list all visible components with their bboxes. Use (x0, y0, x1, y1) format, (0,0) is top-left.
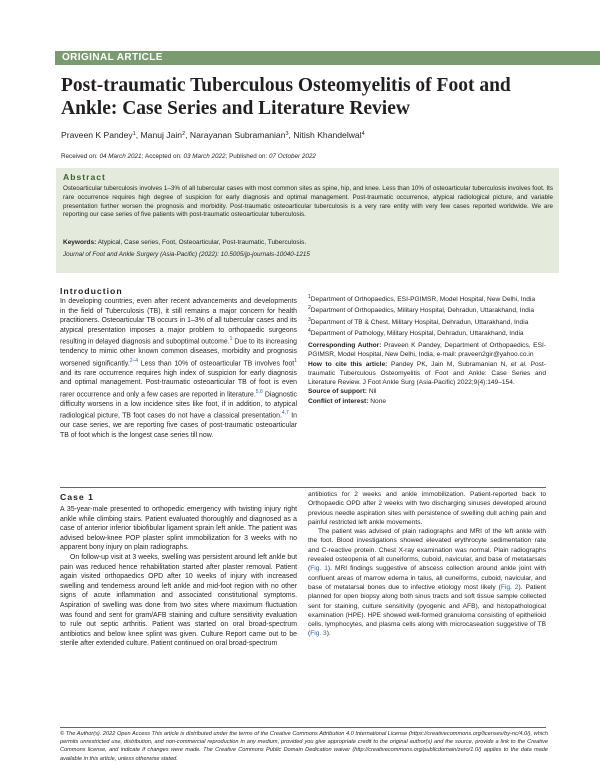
article-type-label: ORIGINAL ARTICLE (62, 52, 163, 63)
keywords-list: Atypical, Case series, Foot, Osteoarticular, Post-traumatic, Tuberculosis. (97, 239, 307, 246)
accepted-label: Accepted on: (145, 153, 182, 160)
received-date: 04 March 2021 (99, 153, 142, 160)
case1-paragraph: antibiotics for 2 weeks and ankle immobilization. Patient-reported back to Orthopaedic OPD after 2 weeks with two discharging sinuses developed around previous needle aspiration sites with persistence of swelling dull aching pain and painful restricted left ankle movements. (308, 491, 546, 526)
article-type-banner (55, 51, 600, 65)
reference-link[interactable]: 2–4 (129, 357, 139, 364)
author-affiliation: 4 (361, 131, 365, 137)
reference-link[interactable]: 4,7 (281, 410, 289, 417)
case1-left-column (60, 505, 297, 649)
author-affiliation: 1 (132, 131, 136, 137)
author-name[interactable]: Narayanan Subramanian (189, 130, 286, 140)
section-divider (60, 487, 546, 488)
reference-link[interactable]: 1 (229, 336, 233, 343)
author-affiliation: 2 (182, 131, 186, 137)
corresponding-author: Corresponding Author: Praveen K Pandey, Department of Orthopaedics, ESI-PGIMSR, Model Hospital, New Delhi, India, e-mail: praveen2gir@yahoo.co.in (308, 341, 546, 359)
abstract-body: Osteoarticular tuberculosis involves 1–3% of all tubercular cases with most common sites as spine, hip, and knee. Less than 10% of osteoarticular tuberculosis involves foot. Its rare occurrence requires high degree of suspicion for early diagnosis and optimal management. Post-traumatic occurrence, atypical radiological picture, and variable presentation further worsen the prognosis and morbidity. Post-traumatic osteoarticular tuberculosis is a very rare entity with very few cases reported worldwide. We are reporting our case series of five patients with post-traumatic osteoarticular tuberculosis. (63, 185, 553, 219)
case1-paragraph: On follow-up visit at 3 weeks, swelling was persistent around left ankle but pain was reduced hence rehabilitation started after plaster removal. Patient again visited orthopaedics OPD after 10 weeks of injury with increased swelling and tenderness around left ankle and mid-foot region with no other signs of acute inflammation and associated constitutional symptoms. Aspiration of swelling was done from two sites where maximum fluctuation was found and sent for gram/AFB staining and culture sensitivity evaluation to rule out septic arthritis. Patient was started on oral broad-spectrum antibiotics and below knee splint was given. Culture Report came out to be sterile after extended culture. Patient continued on oral broad-spectrum (60, 553, 297, 648)
author-affiliation: 3 (285, 131, 289, 137)
accepted-date: 03 March 2022 (183, 153, 226, 160)
author-name[interactable]: Nitish Khandelwal (293, 130, 362, 140)
how-to-cite: How to cite this article: Pandey PK, Jain M, Subramanian N, et al. Post-traumatic Tuberculous Osteomyelitis of Foot and Ankle: Case Series and Literature Review. J Foot Ankle Surg (Asia-Pacific) 2022;9(4):149–154. (308, 360, 546, 387)
author-list: Praveen K Pandey$^1$, Manuj Jain$^2$, Narayanan Subramanian$^3$, Nitish Khandelwal$^4$ (61, 130, 365, 140)
author-name[interactable]: Praveen K Pandey (61, 130, 133, 140)
case1-paragraph: The patient was advised of plain radiographs and MRI of the left ankle with the foot. Blood investigations showed elevated erythrocyte sedimentation rate and C-reactive protein. Chest X-ray examination was normal. Plain radiographs revealed osteopenia of all cuneiforms, cuboid, navicular, and base of metatarsals (Fig. 1). MRI findings suggestive of abscess collection around ankle joint with confluent areas of marrow edema in talus, all cuneiforms, cuboid, navicular, and base of metatarsal bones due to infective etiology most likely (Fig. 2). Patient planned for open biopsy along both sinus tracts and soft tissue sample collected sent for staining, culture sensitivity (pyogenic and AFB), and histopathological examination (HPE). HPE showed well-formed granuloma consisting of epithelioid cells, lymphocytes, and plasma cells along with microcaseation suggestive of TB (Fig. 3). (308, 528, 546, 638)
footer-rule (60, 727, 546, 728)
author-name[interactable]: Manuj Jain (140, 130, 183, 140)
affiliation-item: $^4$Department of Pathology, Military Hospital, Dehradun, Uttarakhand, India (308, 328, 524, 338)
case1-heading: Case 1 (60, 492, 95, 502)
introduction-paragraph: In developing countries, even after recent advancements and developments in the field of Tuberculosis (TB), it still remains a major concern for health practitioners. Osteoarticular TB occurs in 1–3% of all tubercular cases and its atypical presentation imposes a major problem to orthopaedic surgeons resulting in delayed diagnosis and suboptimal outcome.$^1$ Due to its increasing tendency to mimic other known common diseases, morbidity and prognosis worsened significantly.$^{2-4}$ Less than 10% of osteoarticular TB involves foot$^1$ and its rare occurrence requires high index of suspicion for early diagnosis and optimal management. Post-traumatic osteoarticular TB of foot is even rarer occurrence and only a few cases are reported in literature.$^{5,6}$ Diagnostic difficulty worsens in a low incidence sites like foot, if in addition, to atypical radiological picture, TB foot cases do not have a classical presentation.$^{4,7}$ In our case series, we are reporting five cases of post-traumatic osteoarticular TB of foot which is the longest case series till now. (60, 298, 297, 439)
author-info-column (308, 293, 546, 406)
case1-paragraph: A 35-year-male presented to orthopedic emergency with twisting injury right ankle while climbing stairs. Patient evaluated thoroughly and diagnosed as a case of anterior inferior tibiofibular ligament sprain left ankle. The patient was advised below-knee POP plaster splint immobilization for 3 weeks with no apparent bony injury on plain radiographs. (60, 506, 297, 552)
keywords (63, 239, 553, 248)
publication-dates: Received on: 04 March 2021; Accepted on: 03 March 2022; Published on: 07 October 2022 (61, 153, 316, 160)
reference-link[interactable]: 5,6 (255, 388, 263, 395)
published-date: 07 October 2022 (268, 153, 316, 160)
case1-right-column (308, 490, 546, 639)
figure-link[interactable]: Fig. 2 (500, 583, 519, 591)
figure-link[interactable]: Fig. 3 (310, 630, 327, 638)
published-label: Published on: (229, 153, 268, 160)
received-label: Received on: (61, 153, 98, 160)
introduction-heading: Introduction (60, 286, 123, 296)
conflict-of-interest: Conflict of interest: None (308, 397, 387, 405)
reference-link[interactable]: 1 (294, 357, 297, 364)
affiliation-item: $^3$Department of TB & Chest, Military Hospital, Dehradun, Uttarakhand, India (308, 316, 529, 327)
license-footer: © The Author(s). 2022 Open Access This article is distributed under the terms of the Creative Commons Attribution 4.0 International License (https://creativecommons.org/licenses/by-nc/4.0/), which permits unrestricted use, distribution, and non-commercial reproduction in any medium, provided you give appropriate credit to the original author(s) and the source, provide a link to the Creative Commons license, and indicate if changes were made. The Creative Commons Public Domain Dedication waiver (http://creativecommons.org/publicdomain/zero/1.0/) applies to the data made available in this article, unless otherwise stated. (60, 731, 548, 762)
source-of-support: Source of support: Nil (308, 388, 377, 396)
keywords-label: Keywords: (63, 239, 97, 246)
affiliation-item: $^2$Department of Orthopaedics, Military Hospital, Dehradun, Uttarakhand, India (308, 305, 534, 315)
article-title: Post-traumatic Tuberculous Osteomyelitis of Foot and Ankle: Case Series and Literature Review (61, 75, 511, 119)
affiliation-item: $^1$Department of Orthopaedics, ESI-PGIMSR, Model Hospital, New Delhi, India (308, 294, 536, 304)
abstract-heading: Abstract (63, 172, 106, 182)
journal-citation[interactable]: Journal of Foot and Ankle Surgery (Asia-Pacific) (2022): 10.5005/jp-journals-10040-1215 (63, 251, 310, 258)
figure-link[interactable]: Fig. 1 (310, 565, 328, 573)
